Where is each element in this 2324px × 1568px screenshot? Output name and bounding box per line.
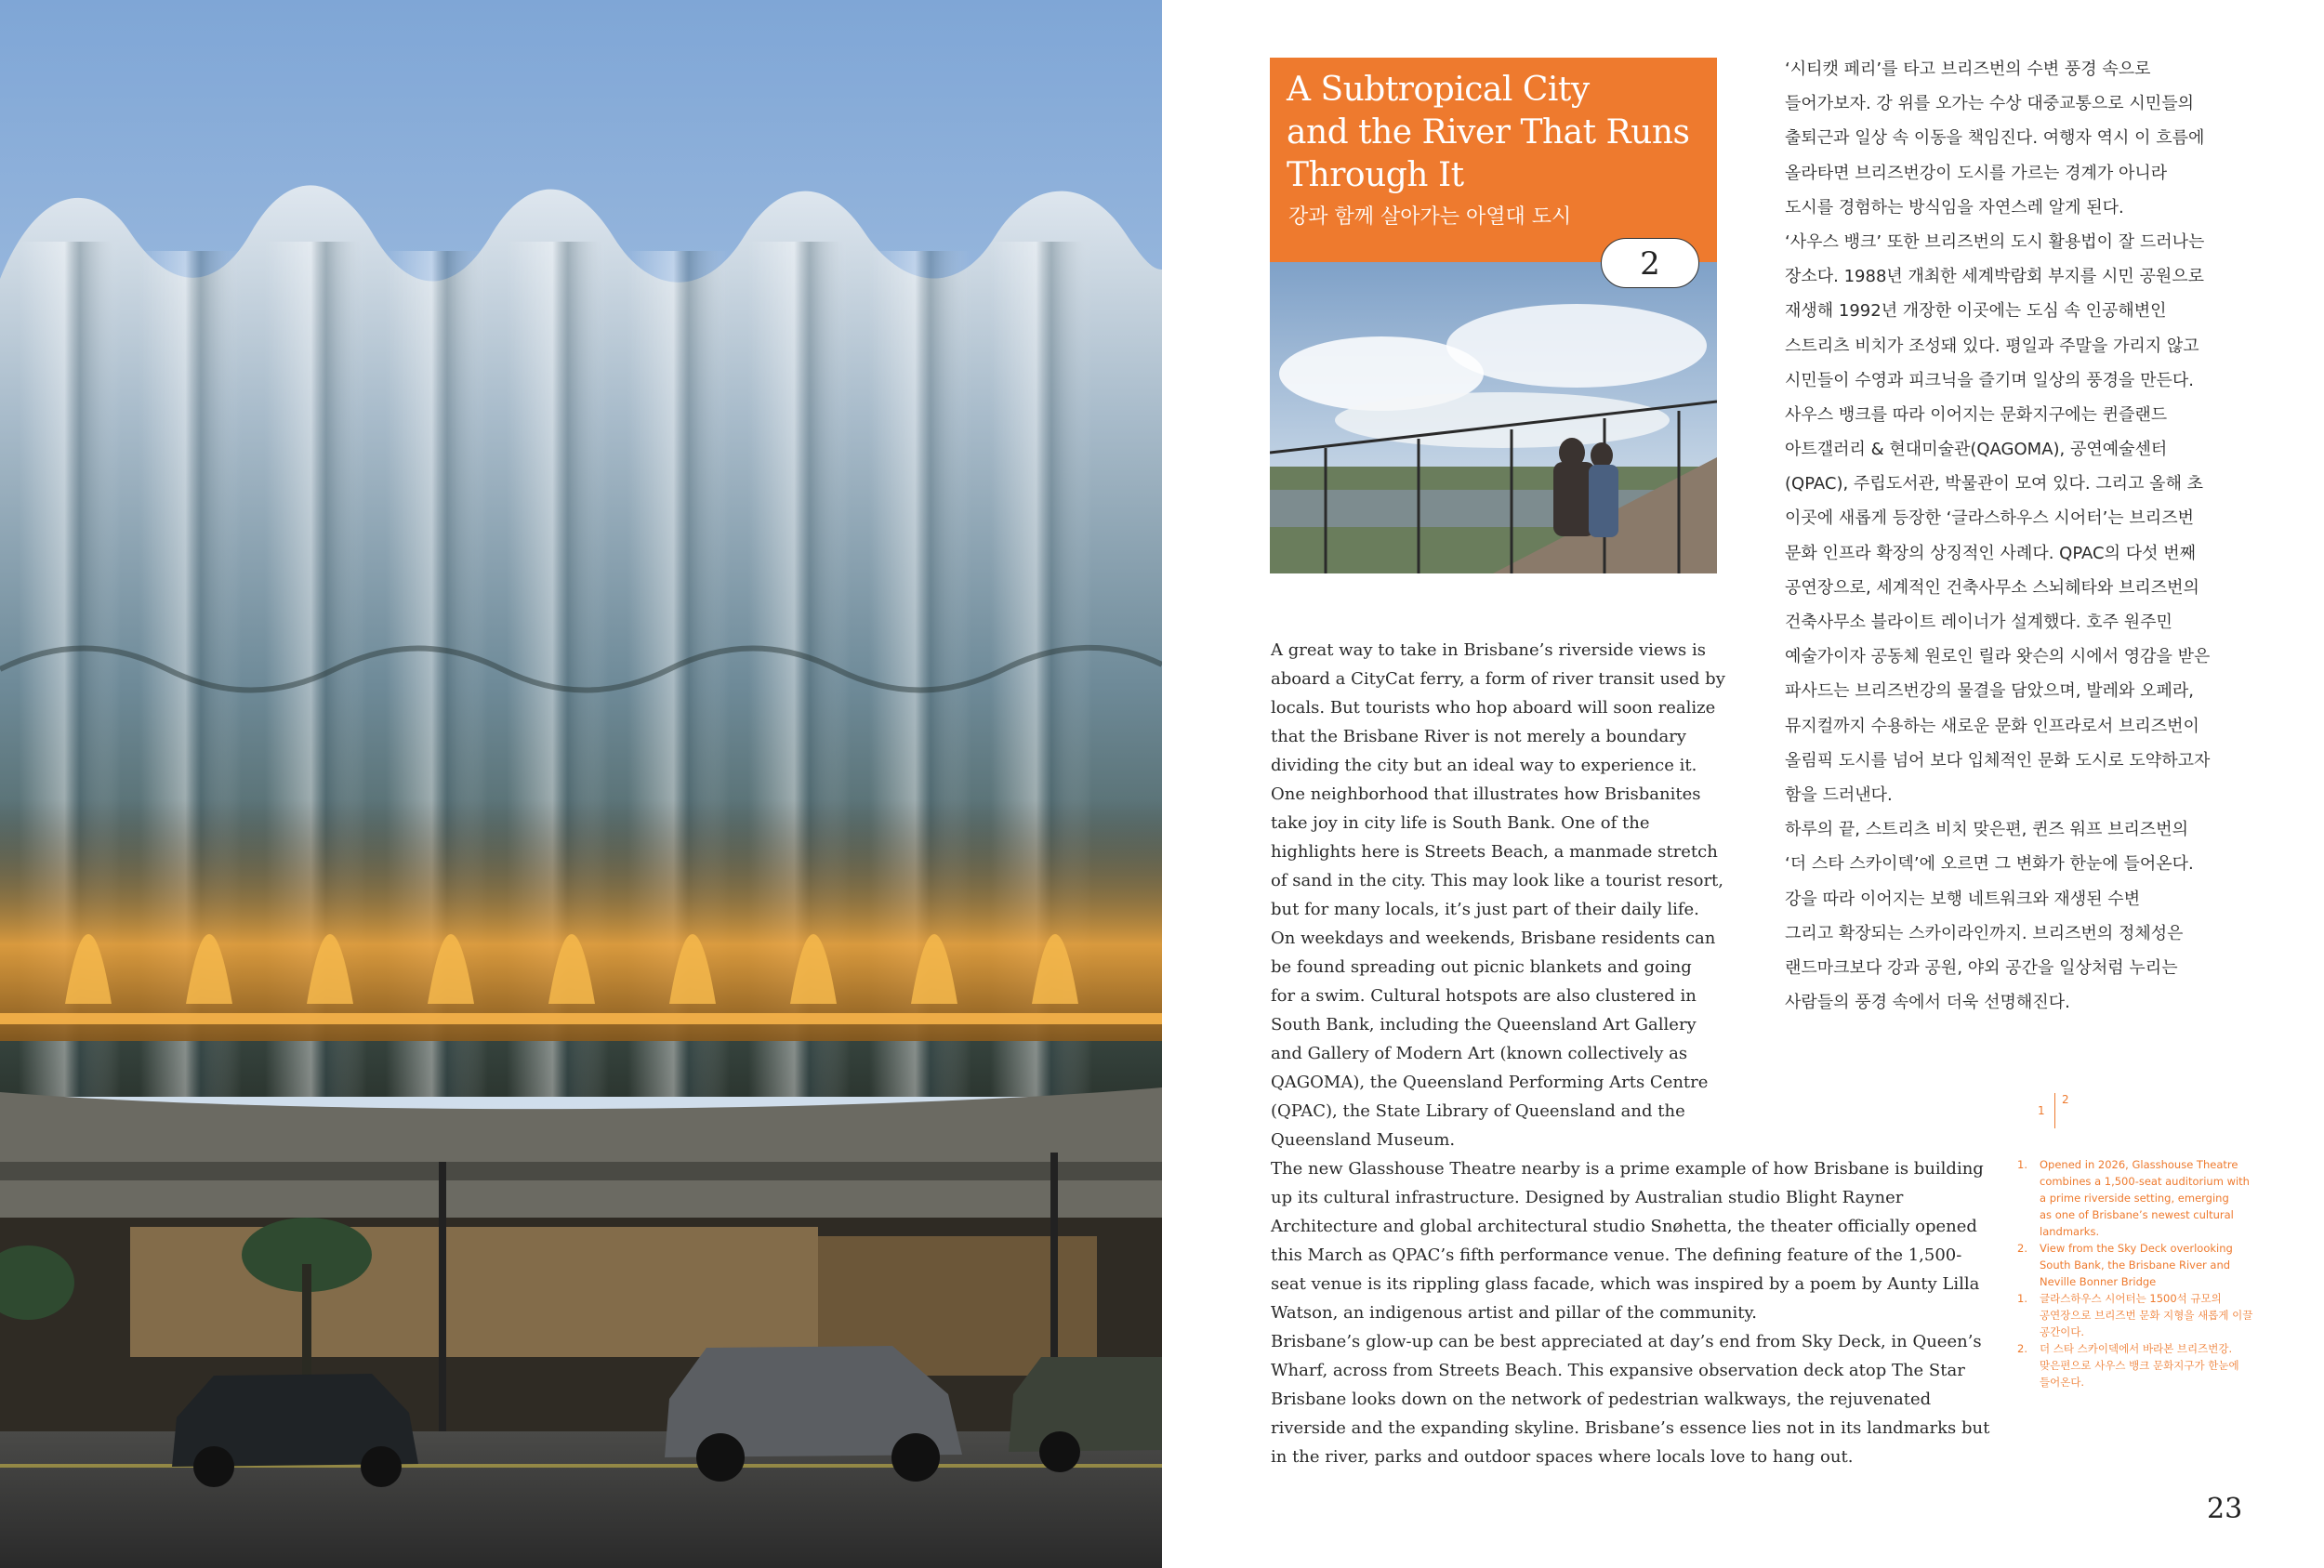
photo-marker-2: 2 [2062,1093,2069,1106]
korean-body-line: 강을 따라 이어지는 보행 네트워크와 재생된 수변 [1785,889,2141,909]
korean-body-line: ‘더 스타 스카이덱’에 오르면 그 변화가 한눈에 들어온다. [1785,854,2194,875]
korean-body-line: 건축사무소 블라이트 레이너가 설계했다. 호주 원주민 [1785,613,2172,632]
caption-line: 글라스하우스 시어터는 1500석 규모의 [2040,1292,2222,1305]
caption-line: 공연장으로 브리즈번 문화 지형을 새롭게 이끌 [2040,1309,2253,1322]
english-body-line: Watson, an indigenous artist and pillar of the community. [1271,1303,1757,1323]
caption-line: South Bank, the Brisbane River and [2040,1258,2231,1272]
title-line: and the River That Runs [1287,113,1690,152]
korean-body-line: 공연장으로, 세계적인 건축사무소 스뇌헤타와 브리즈번의 [1785,577,2199,598]
english-body-line: Queensland Museum. [1271,1130,1456,1150]
english-body-line: locals. But tourists who hop aboard will soon realize [1271,698,1716,718]
korean-body-line: 함을 드러낸다. [1785,784,1893,805]
caption-line: a prime riverside setting, emerging [2040,1192,2229,1205]
section-number-badge: 2 [1601,238,1699,288]
english-body-line: riverside and the expanding skyline. Brisbane’s essence lies not in its landmarks but [1271,1418,1990,1438]
english-body-line: Wharf, across from Streets Beach. This expansive observation deck atop The Star [1271,1361,1965,1380]
caption-line: landmarks. [2040,1225,2100,1238]
korean-body-line: 아트갤러리 & 현대미술관(QAGOMA), 공연예술센터 [1785,440,2168,460]
korean-body-line: 이곳에 새롭게 등장한 ‘글라스하우스 시어터’는 브리즈번 [1785,508,2194,529]
english-body-line: Brisbane’s glow-up can be best appreciated at day’s end from Sky Deck, in Queen’s [1271,1332,1982,1351]
english-body-line: take joy in city life is South Bank. One of the [1271,813,1650,833]
korean-body-line: 올림픽 도시를 넘어 보다 입체적인 문화 도시로 도약하고자 [1785,750,2211,771]
korean-body-line: 랜드마크보다 강과 공원, 야외 공간을 일상처럼 누리는 [1785,957,2178,978]
korean-body-line: 출퇴근과 일상 속 이동을 책임진다. 여행자 역시 이 흐름에 [1785,128,2205,149]
caption-number: 1. [2017,1158,2027,1171]
caption-number: 1. [2017,1292,2027,1305]
caption [2017,1156,2296,1240]
caption-line: 공간이다. [2040,1325,2085,1338]
english-body-line: Architecture and global architectural studio Snøhetta, the theater officially opened [1271,1217,1977,1236]
korean-body-line: 장소다. 1988년 개최한 세계박람회 부지를 시민 공원으로 [1785,267,2205,287]
english-body-line: One neighborhood that illustrates how Brisbanites [1271,784,1701,804]
english-body-line: aboard a CityCat ferry, a form of river transit used by [1271,669,1725,689]
english-body-line: Brisbane looks down on the network of pedestrian walkways, the rejuvenated [1271,1390,1932,1409]
korean-body [1785,52,2210,1020]
english-body-line: highlights here is Streets Beach, a manmade stretch [1271,842,1718,862]
english-body-line: but for many locals, it’s just part of their daily life. [1271,900,1699,919]
caption-line: View from the Sky Deck overlooking [2040,1242,2233,1255]
caption-line: Neville Bonner Bridge [2040,1275,2157,1288]
english-body-line: for a swim. Cultural hotspots are also clustered in [1271,986,1697,1006]
korean-body-line: 도시를 경험하는 방식임을 자연스레 알게 된다. [1785,197,2124,217]
korean-body-line: ‘사우스 뱅크’ 또한 브리즈번의 도시 활용법이 잘 드러나는 [1785,231,2205,252]
caption [2017,1290,2296,1340]
marker-divider [2054,1093,2055,1128]
korean-body-line: 사람들의 풍경 속에서 더욱 선명해진다. [1785,993,2070,1013]
english-body-line: be found spreading out picnic blankets and going [1271,957,1692,977]
title-line: A Subtropical City [1287,71,1590,109]
english-body-line: A great way to take in Brisbane’s riverside views is [1271,640,1706,660]
english-body-line: dividing the city but an ideal way to experience it. [1271,756,1697,775]
caption-line: 들어온다. [2040,1376,2085,1389]
caption-number: 2. [2017,1242,2027,1255]
korean-body-line: 스트리츠 비치가 조성돼 있다. 평일과 주말을 가리지 않고 [1785,336,2199,356]
english-body-part1 [1271,636,1725,1154]
english-body-line: On weekdays and weekends, Brisbane residents can [1271,929,1716,948]
english-body-line: QAGOMA), the Queensland Performing Arts Centre [1271,1073,1709,1092]
english-body-line: of sand in the city. This may look like a tourist resort, [1271,871,1724,890]
korean-body-line: 사우스 뱅크를 따라 이어지는 문화지구에는 퀸즐랜드 [1785,404,2168,425]
english-body-line: up its cultural infrastructure. Designed by Australian studio Blight Rayner [1271,1188,1904,1207]
korean-body-line: 예술가이자 공동체 원로인 릴라 왓슨의 시에서 영감을 받은 [1785,647,2211,667]
caption [2017,1240,2296,1290]
sky-deck-photo [1270,262,1717,573]
article-title [1287,69,1696,197]
photo-captions [2017,1156,2296,1390]
korean-body-line: 하루의 끝, 스트리츠 비치 맞은편, 퀸즈 워프 브리즈번의 [1785,820,2189,840]
korean-body-line: 올라타면 브리즈번강이 도시를 가르는 경계가 아니라 [1785,163,2168,183]
korean-body-line: 파사드는 브리즈번강의 물결을 담았으며, 발레와 오페라, [1785,681,2194,702]
caption-line: as one of Brisbane’s newest cultural [2040,1208,2234,1221]
caption-line: combines a 1,500-seat auditorium with [2040,1175,2250,1188]
english-body-part2 [1271,1154,1989,1471]
caption-line: Opened in 2026, Glasshouse Theatre [2040,1158,2238,1171]
article-page [1162,0,2324,1568]
korean-body-line: (QPAC), 주립도서관, 박물관이 모여 있다. 그리고 올해 초 [1785,474,2204,494]
english-body-line: The new Glasshouse Theatre nearby is a prime example of how Brisbane is building [1271,1159,1984,1179]
caption-number: 2. [2017,1342,2027,1355]
korean-body-line: 시민들이 수영과 피크닉을 즐기며 일상의 풍경을 만든다. [1785,370,2194,390]
caption-line: 더 스타 스카이덱에서 바라본 브리즈번강. [2040,1342,2233,1355]
english-body-line: this March as QPAC’s fifth performance venue. The defining feature of the 1,500- [1271,1245,1962,1265]
english-body-line: (QPAC), the State Library of Queensland and the [1271,1101,1685,1121]
page-number: 23 [2207,1493,2243,1525]
english-body-line: South Bank, including the Queensland Art Gallery [1271,1015,1697,1034]
photo-marker-1: 1 [2038,1104,2045,1117]
korean-body-line: ‘시티캣 페리’를 타고 브리즈번의 수변 풍경 속으로 [1785,59,2151,79]
english-body-line: in the river, parks and outdoor spaces where locals love to hang out. [1271,1447,1854,1467]
korean-body-line: 들어가보자. 강 위를 오가는 수상 대중교통으로 시민들의 [1785,94,2194,114]
caption [2017,1340,2296,1390]
english-body-line: seat venue is its rippling glass facade, which was inspired by a poem by Aunty Lilla [1271,1274,1980,1294]
korean-body-line: 문화 인프라 확장의 상징적인 사례다. QPAC의 다섯 번째 [1785,543,2196,563]
korean-body-line: 뮤지컬까지 수용하는 새로운 문화 인프라로서 브리즈번이 [1785,716,2199,736]
article-title-korean: 강과 함께 살아가는 아열대 도시 [1288,205,1572,229]
korean-body-line: 그리고 확장되는 스카이라인까지. 브리즈번의 정체성은 [1785,923,2184,943]
korean-body-line: 재생해 1992년 개장한 이곳에는 도심 속 인공해변인 [1785,301,2167,322]
title-line: Through It [1287,156,1464,194]
english-body-line: that the Brisbane River is not merely a boundary [1271,727,1686,746]
english-body-line: and Gallery of Modern Art (known collectively as [1271,1044,1688,1063]
caption-line: 맞은편으로 사우스 뱅크 문화지구가 한눈에 [2040,1359,2239,1372]
